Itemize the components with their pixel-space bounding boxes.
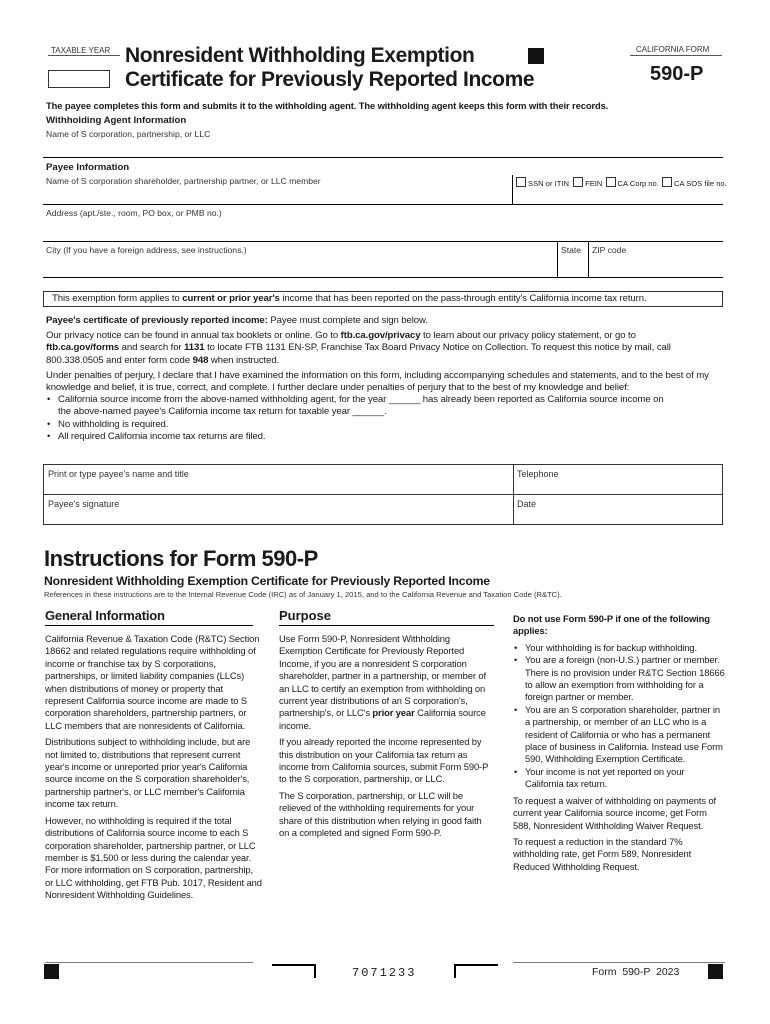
form-title — [125, 44, 534, 92]
footer-registration-mark-right — [708, 964, 723, 979]
declaration-list — [46, 394, 726, 443]
instructions-title: Instructions for Form 590-P — [44, 546, 318, 571]
taxable-year-rule — [48, 55, 120, 56]
privacy-text-5: 800.338.0505 and enter form code — [46, 354, 193, 366]
certificate-section — [46, 315, 726, 443]
donot-heading: Do not use Form 590-P if one of the following applies: — [513, 613, 710, 637]
privacy-text-2: to learn about our privacy policy statement, or go to — [420, 330, 636, 342]
purpose-p1 — [279, 633, 491, 732]
zip-input[interactable] — [592, 258, 720, 272]
general-info-p3: However, no withholding is required if the total distributions of California source income to each S corporation shareholder, partnership partner, or LLC member is $1,500 or less during the calendar year. For more information on S corporation, partnership, or LLC withholding, get FTB Pub. 1017, Resident and Nonresident Withholding Guidelines. — [45, 814, 262, 901]
ca-sos-option-label: CA SOS file no. — [674, 179, 727, 188]
declaration-item: • All required California income tax returns are filed. — [46, 431, 726, 443]
zip-label: ZIP code — [592, 245, 627, 255]
intro-text: The payee completes this form and submits it to the withholding agent. The withholding agent keeps this form with their records. — [46, 100, 609, 111]
ssn-option-label: SSN or ITIN — [528, 179, 569, 188]
certificate-heading-rest: Payee must complete and sign below. — [267, 315, 428, 326]
purpose-p1-b: California source income. — [279, 707, 486, 731]
zip-divider — [588, 241, 589, 277]
address-label: Address (apt./ste., room, PO box, or PMB no.) — [46, 208, 222, 218]
general-info-p2: Distributions subject to withholding include, but are not limited to, distributions that represent current year's income or unreported prior year's California source income on the S corporation shareholder's, partnership partner's, or LLC member's California income tax return. — [45, 736, 251, 810]
ca-corp-option-label: CA Corp no. — [617, 179, 659, 188]
payee-id-type-options — [516, 177, 727, 188]
payee-name-input[interactable] — [46, 188, 506, 202]
city-input[interactable] — [46, 258, 551, 272]
donot-item: • You are a foreign (non-U.S.) partner or member. There is no provision under R&TC Section 18666 to allow an exemption from withholding for a foreign partner or member. — [513, 654, 725, 704]
purpose-column — [279, 633, 491, 844]
ca-sos-checkbox[interactable] — [662, 177, 672, 187]
address-rule — [43, 241, 723, 242]
date-label: Date — [517, 499, 537, 509]
purpose-rule — [279, 625, 494, 626]
date-input[interactable] — [517, 510, 717, 522]
privacy-text-1: Our privacy notice can be found in annual tax booklets or online. Go to — [46, 330, 341, 342]
form-footer-label: Form 590-P 2023 — [592, 966, 680, 978]
footer-bracket-left-side — [314, 964, 316, 978]
state-input[interactable] — [561, 258, 585, 272]
purpose-p2: If you already reported the income represented by this distribution on your California tax return as income from California sources, submit Form 590-P to the S corporation, partnership, or LLC. — [279, 736, 489, 785]
state-label: State — [561, 245, 582, 255]
declaration-item: • No withholding is required. — [46, 419, 726, 431]
fein-checkbox[interactable] — [573, 177, 583, 187]
signature-col-divider — [513, 465, 514, 524]
payee-name-label: Name of S corporation shareholder, partnership partner, or LLC member — [46, 176, 321, 186]
form-title-line2: Certificate for Previously Reported Income — [125, 68, 535, 91]
footer-bracket-left-top — [272, 964, 316, 966]
payee-id-divider — [512, 175, 513, 204]
agent-name-label: Name of S corporation, partnership, or LLC — [46, 129, 211, 139]
perjury-statement: Under penalties of perjury, I declare that I have examined the information on this form, including accompanying schedules and statements, and to the best of my knowledge and belief, it is true, correct, and complete. I further declare under penalties of perjury that to the best of my knowledge and belief: — [46, 369, 709, 394]
footer-bracket-right-top — [454, 964, 498, 966]
signature-label: Payee's signature — [48, 499, 120, 509]
privacy-link[interactable]: ftb.ca.gov/privacy — [340, 330, 421, 342]
footer-bracket-right-side — [454, 964, 456, 978]
footer-rule-right — [513, 962, 725, 963]
reduction-text: To request a reduction in the standard 7% withholding rate, get Form 589, Nonresident Reduced Withholding Request. — [513, 835, 692, 872]
donot-item: • You are an S corporation shareholder, partner in a partnership, or member of an LLC who is a resident of California or who has a permanent place of business in California. Instead use Form 590, Withholding Exemption Certificate. — [513, 704, 725, 766]
footer-registration-mark-left — [44, 964, 59, 979]
purpose-p3: The S corporation, partnership, or LLC will be relieved of the withholding requirements for your share of this distribution when relying in good faith on a completed and signed Form 590-P. — [279, 789, 482, 839]
purpose-p1-a: Use Form 590-P, Nonresident Withholding Exemption Certificate for Previously Reported Income, if you are a nonresident S corporation shareholder, partner in a partnership, or member of an LLC to certify an exemption from withholding on current year distributions of an S corporation's, partnership's, or LLC's — [279, 633, 486, 719]
forms-link[interactable]: ftb.ca.gov/forms — [46, 342, 120, 354]
general-info-column — [45, 633, 263, 906]
donot-list — [513, 642, 725, 791]
donot-item: • Your income is not yet reported on your California tax return. — [513, 766, 725, 791]
form-title-line1: Nonresident Withholding Exemption — [125, 44, 475, 67]
privacy-form-code: 948 — [192, 354, 209, 366]
payee-heading: Payee Information — [46, 162, 130, 173]
privacy-notice — [46, 330, 726, 367]
exemption-notice-post: income that has been reported on the pass-through entity's California income tax return. — [279, 293, 647, 304]
instructions-subtitle: Nonresident Withholding Exemption Certificate for Previously Reported Income — [44, 574, 490, 588]
privacy-text-6: when instructed. — [208, 354, 280, 366]
purpose-heading: Purpose — [279, 608, 332, 623]
taxable-year-input[interactable] — [48, 70, 110, 88]
general-info-rule — [45, 625, 253, 626]
declaration-item — [46, 394, 726, 418]
privacy-form-number: 1131 — [184, 342, 205, 354]
ca-corp-checkbox[interactable] — [606, 177, 616, 187]
fein-option-label: FEIN — [585, 179, 603, 188]
purpose-p1-bold: prior year — [372, 707, 415, 719]
name-title-input[interactable] — [48, 480, 508, 492]
taxable-year-label: TAXABLE YEAR — [51, 46, 111, 55]
donot-column — [513, 613, 725, 877]
privacy-text-3: and search for — [119, 342, 185, 354]
california-form-rule — [630, 55, 722, 56]
agent-section-rule — [43, 157, 723, 158]
exemption-notice-bold: current or prior year's — [182, 293, 280, 304]
certificate-heading-bold: Payee's certificate of previously reported income: — [46, 315, 268, 326]
telephone-label: Telephone — [517, 469, 559, 479]
signature-input[interactable] — [48, 510, 508, 522]
general-info-p1: California Revenue & Taxation Code (R&TC) Section 18662 and related regulations require withholding of income or franchise tax by S corporations, partnerships, or limited liability companies (LLCs) when distributions of money or property that represent California source income are made to S corporation shareholders, partnership partners, or LLC members that are nonresidents of California. — [45, 633, 260, 731]
instructions-references: References in these instructions are to the Internal Revenue Code (IRC) as of January 1, 2015, and to the California Revenue and Taxation Code (R&TC). — [44, 590, 562, 599]
declaration-item-1a: California source income from the above-named withholding agent, for the year ______ has already been reported as California source income on — [58, 394, 664, 406]
city-rule — [43, 277, 723, 278]
ssn-checkbox[interactable] — [516, 177, 526, 187]
name-title-label: Print or type payee's name and title — [48, 469, 189, 479]
certificate-heading — [46, 315, 726, 327]
payee-name-rule — [43, 204, 723, 205]
footer-rule-left — [45, 962, 253, 963]
waiver-text: To request a waiver of withholding on payments of current year California source income, get Form 588, Nonresident Withholding Waiver Request. — [513, 794, 717, 831]
california-form-label: CALIFORNIA FORM — [636, 45, 710, 54]
privacy-text-4: to locate FTB 1131 EN-SP, Franchise Tax Board Privacy Notice on Collection. To request this notice by mail, call — [204, 342, 671, 354]
exemption-notice-pre: This exemption form applies to — [52, 293, 183, 304]
withholding-agent-heading: Withholding Agent Information — [46, 115, 187, 126]
exemption-notice-box — [43, 291, 723, 307]
registration-mark — [528, 48, 544, 64]
telephone-input[interactable] — [517, 480, 717, 492]
city-label: City (If you have a foreign address, see instructions.) — [46, 245, 247, 255]
donot-item: • Your withholding is for backup withholding. — [513, 642, 725, 654]
address-input[interactable] — [46, 220, 723, 234]
agent-name-input[interactable] — [46, 141, 723, 155]
signature-row-divider — [44, 494, 722, 495]
barcode-number: 7071233 — [352, 966, 417, 980]
form-number: 590-P — [650, 63, 704, 85]
declaration-item-1b: the above-named payee's California income tax return for taxable year ______. — [58, 406, 387, 418]
general-info-heading: General Information — [45, 608, 165, 623]
state-divider — [557, 241, 558, 277]
signature-table — [43, 464, 723, 525]
